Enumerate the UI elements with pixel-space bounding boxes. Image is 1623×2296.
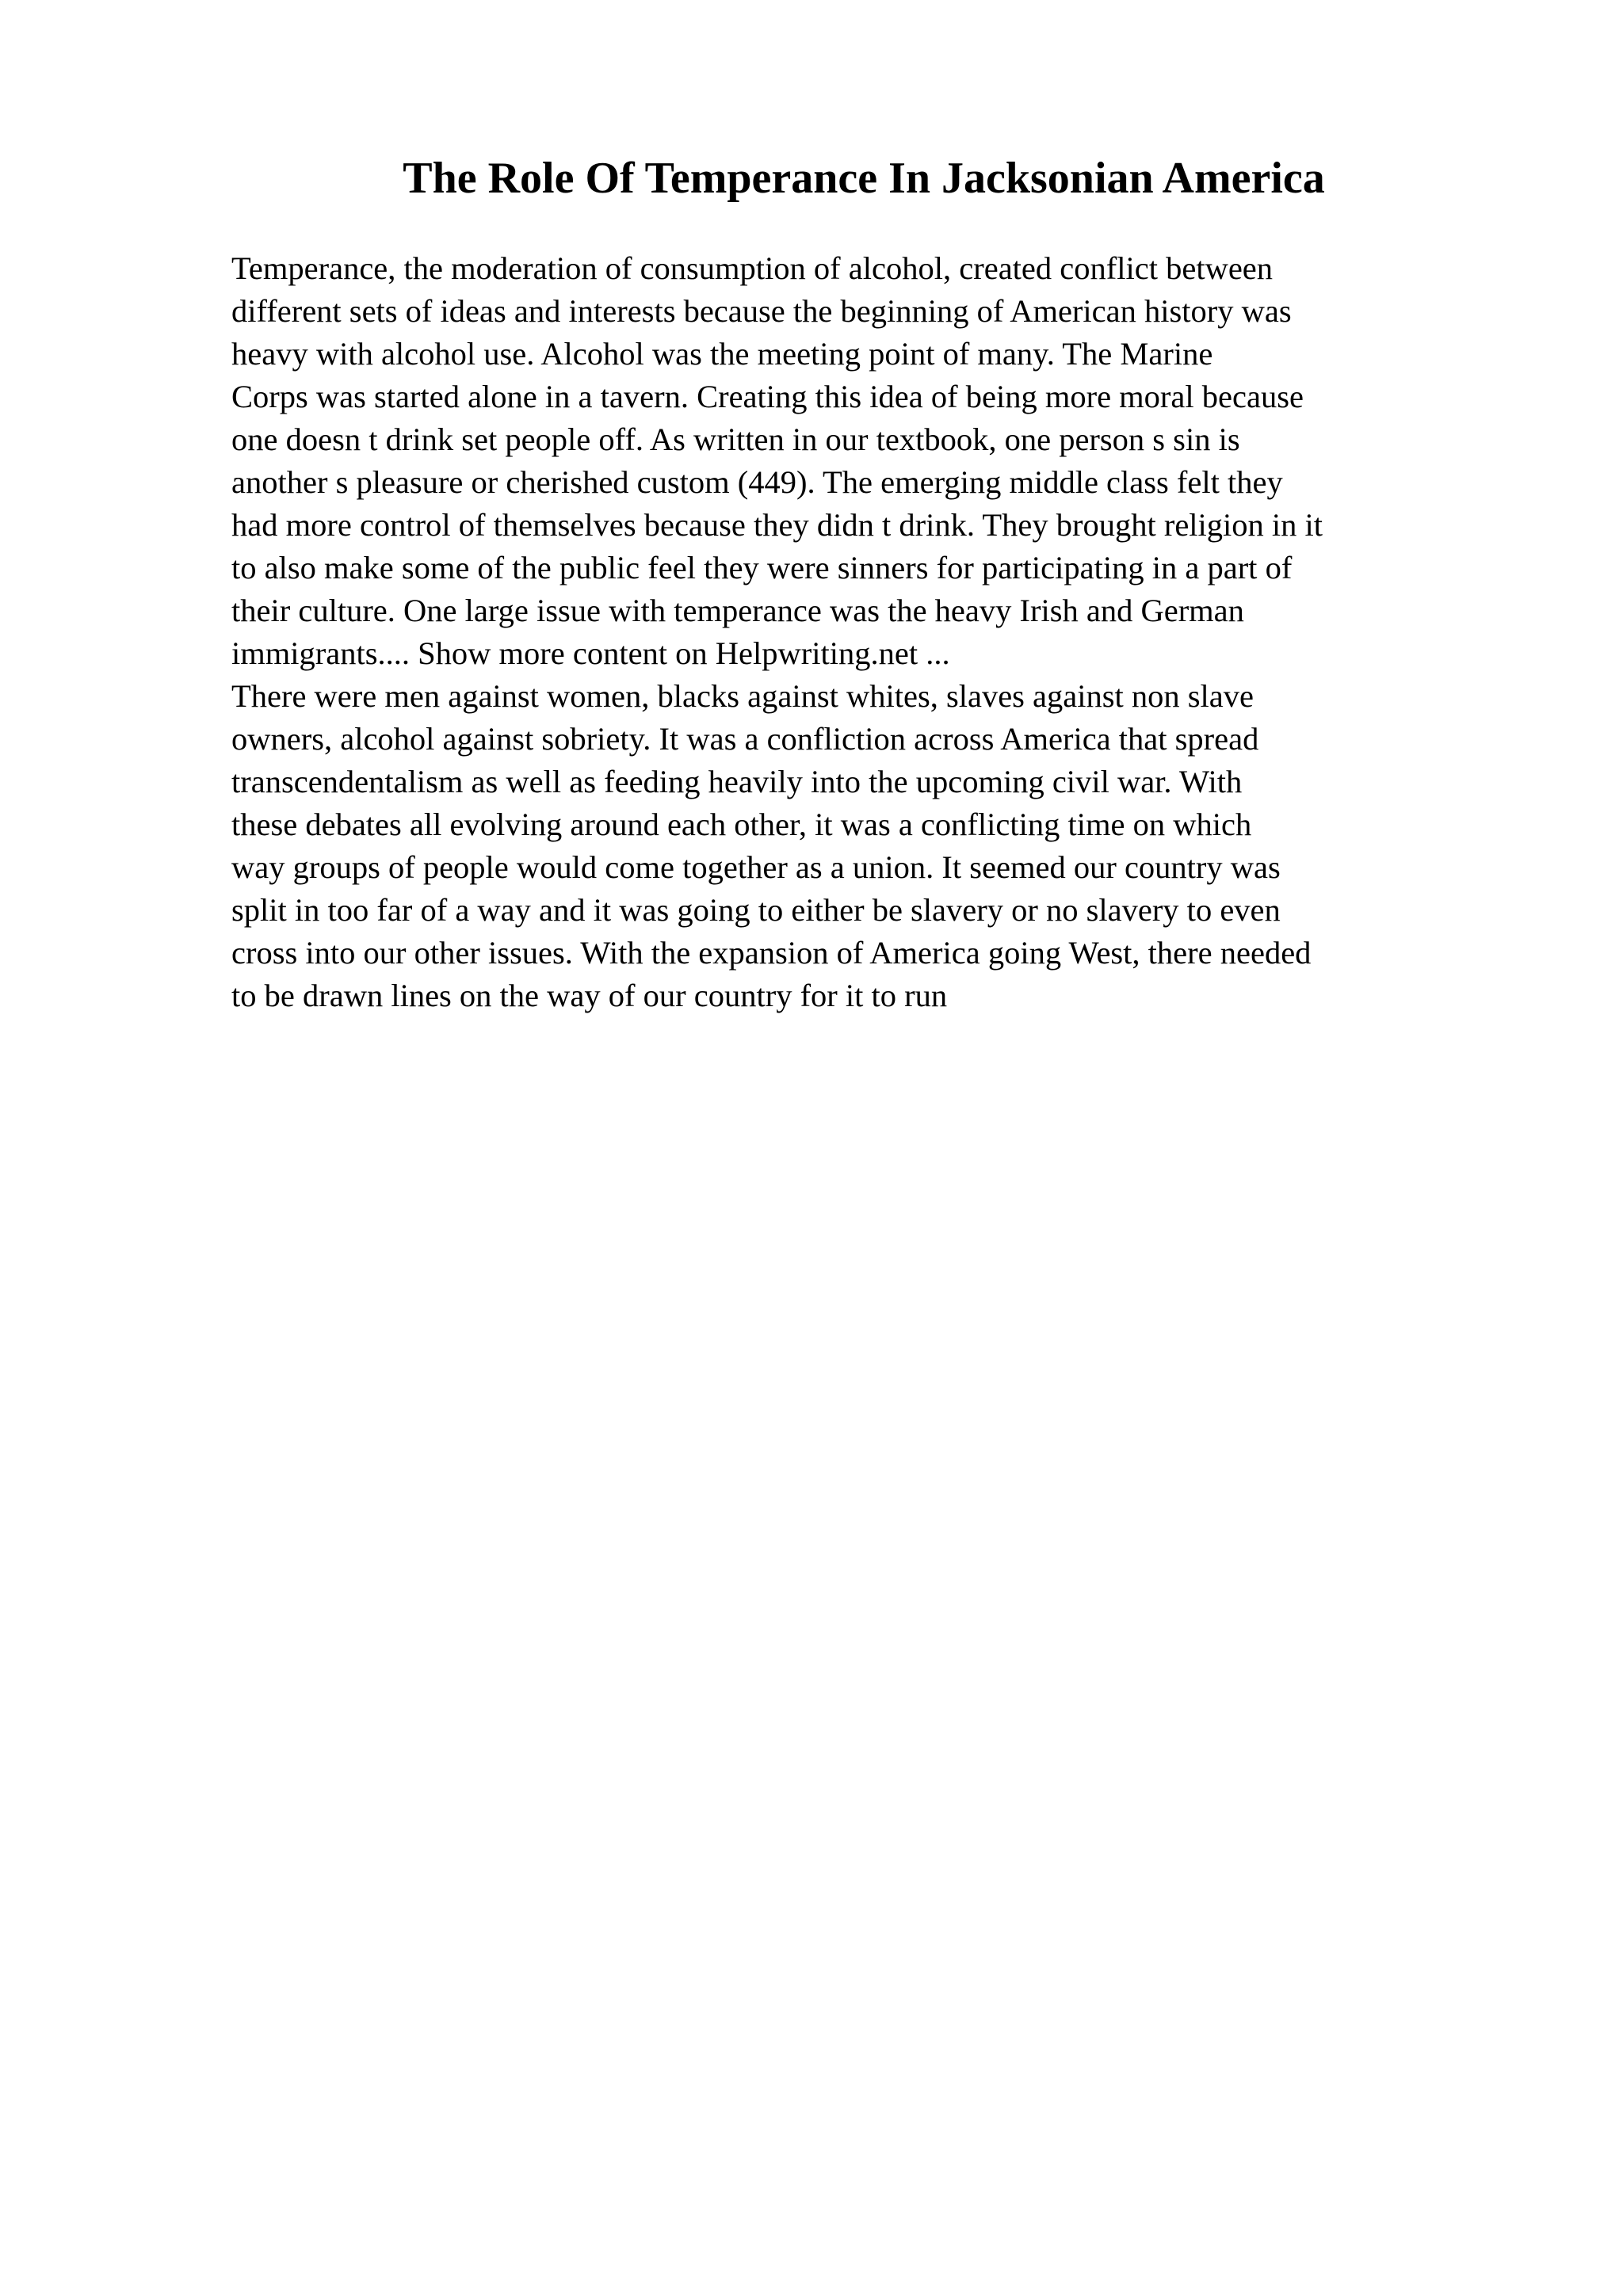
paragraph-line: to be drawn lines on the way of our country for it to run <box>231 978 948 1013</box>
paragraph-line: There were men against women, blacks against whites, slaves against non slave <box>231 678 1254 714</box>
paragraph-line: different sets of ideas and interests because the beginning of American history was <box>231 293 1292 329</box>
paragraph-line: way groups of people would come together as a union. It seemed our country was <box>231 849 1281 885</box>
paragraph-2 <box>231 675 1499 1017</box>
paragraph-line: had more control of themselves because they didn t drink. They brought religion in it <box>231 507 1323 543</box>
document-title: The Role Of Temperance In Jacksonian America <box>403 154 1325 203</box>
paragraph-line: transcendentalism as well as feeding heavily into the upcoming civil war. With <box>231 764 1243 799</box>
paragraph-line: heavy with alcohol use. Alcohol was the meeting point of many. The Marine <box>231 336 1213 372</box>
paragraph-line: another s pleasure or cherished custom (449). The emerging middle class felt they <box>231 464 1283 500</box>
paragraph-line: to also make some of the public feel they were sinners for participating in a part of <box>231 550 1293 585</box>
paragraph-line: their culture. One large issue with temperance was the heavy Irish and German <box>231 593 1244 628</box>
paragraph-line: immigrants.... Show more content on Helpwriting.net ... <box>231 635 950 671</box>
paragraph-line: one doesn t drink set people off. As written in our textbook, one person s sin is <box>231 421 1240 457</box>
paragraph-line: split in too far of a way and it was going to either be slavery or no slavery to even <box>231 892 1281 928</box>
paragraph-line: cross into our other issues. With the expansion of America going West, there needed <box>231 935 1312 971</box>
paragraph-line: Temperance, the moderation of consumption of alcohol, created conflict between <box>231 250 1274 286</box>
paragraph-line: owners, alcohol against sobriety. It was a confliction across America that spread <box>231 721 1259 757</box>
paragraph-line: Corps was started alone in a tavern. Creating this idea of being more moral because <box>231 379 1304 414</box>
paragraph-line: these debates all evolving around each other, it was a conflicting time on which <box>231 807 1252 842</box>
paragraph-1 <box>231 247 1499 675</box>
